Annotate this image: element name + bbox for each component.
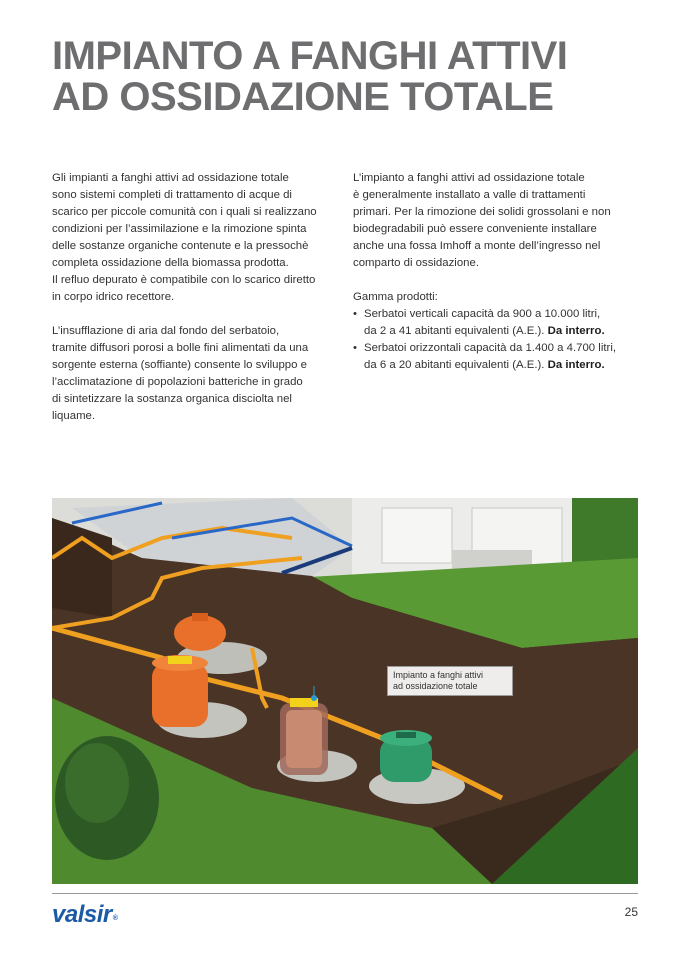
- house-window: [382, 508, 452, 563]
- footer-divider: [52, 893, 638, 894]
- callout-label: [387, 666, 513, 696]
- illustration-svg: [52, 498, 638, 884]
- callout-pointer: [311, 695, 317, 701]
- callout-line-2: ad ossidazione totale: [393, 681, 478, 691]
- text-line: comparto di ossidazione.: [353, 257, 479, 269]
- text-line: primari. Per la rimozione dei solidi grossolani e non: [353, 206, 611, 218]
- text-line: biodegradabili può essere conveniente installare: [353, 223, 597, 235]
- tank-oxidation-inner: [286, 710, 322, 768]
- text-line: tramite diffusori porosi a bolle fini alimentati da una: [52, 342, 309, 354]
- text-line: L’impianto a fanghi attivi ad ossidazione totale: [353, 172, 585, 184]
- intro-paragraph: [52, 170, 324, 306]
- aeration-paragraph: [52, 323, 324, 425]
- product-bullet-vertical: [353, 306, 633, 340]
- text-line: L’insufflazione di aria dal fondo del serbatoio,: [52, 325, 280, 337]
- tank-green-lid: [396, 732, 416, 738]
- text-line: sorgente esterna (soffiante) consente lo sviluppo e: [52, 359, 307, 371]
- text-line: l’acclimatazione di popolazioni batteriche in grado: [52, 376, 303, 388]
- text-line: Serbatoi verticali capacità da 900 a 10.000 litri,: [364, 308, 601, 320]
- bullet-dot: •: [353, 342, 357, 354]
- text-line: di sintetizzare la sostanza organica disciolta nel: [52, 393, 292, 405]
- right-text-column: [353, 170, 633, 374]
- page-title-line-1: IMPIANTO A FANGHI ATTIVI: [52, 34, 568, 78]
- valsir-logo: [52, 901, 117, 929]
- text-line: in corpo idrico recettore.: [52, 291, 175, 303]
- text-line: è generalmente installato a valle di trattamenti: [353, 189, 586, 201]
- installation-paragraph: [353, 170, 633, 272]
- gamma-heading: Gamma prodotti:: [353, 291, 438, 303]
- text-line: condizioni per l’assimilazione e la rimozione spinta: [52, 223, 307, 235]
- page-title: [52, 36, 652, 118]
- shrub-left-highlight: [65, 743, 129, 823]
- text-line: completa ossidazione della biomassa prodotta.: [52, 257, 289, 269]
- page-title-line-2: AD OSSIDAZIONE TOTALE: [52, 75, 554, 119]
- text-line: Serbatoi orizzontali capacità da 1.400 a 4.700 litri,: [364, 342, 617, 354]
- tank-lid: [192, 613, 208, 621]
- text-line: anche una fossa Imhoff a monte dell’ingresso nel: [353, 240, 601, 252]
- text-line: da 2 a 41 abitanti equivalenti (A.E.).: [364, 325, 545, 337]
- installation-illustration: [52, 498, 638, 884]
- left-text-column: [52, 170, 324, 425]
- text-line: delle sostanze organiche contenute e la pressochè: [52, 240, 309, 252]
- registered-mark: ®: [112, 915, 118, 922]
- logo-text: valsir: [52, 901, 112, 928]
- product-bullet-horizontal: [353, 340, 633, 374]
- tank-imhoff-large: [152, 663, 208, 727]
- text-line: liquame.: [52, 410, 96, 422]
- tank-lid-yellow: [168, 656, 192, 664]
- page-number: 25: [624, 905, 638, 919]
- text-line: sono sistemi completi di trattamento di acque di: [52, 189, 292, 201]
- bold-note: Da interro.: [547, 325, 605, 337]
- text-line: da 6 a 20 abitanti equivalenti (A.E.).: [364, 359, 545, 371]
- text-line: scarico per piccole comunità con i quali si realizzano: [52, 206, 317, 218]
- callout-line-1: Impianto a fanghi attivi: [393, 670, 484, 680]
- bold-note: Da interro.: [547, 359, 605, 371]
- text-line: Il refluo depurato è compatibile con lo scarico diretto: [52, 274, 316, 286]
- text-line: Gli impianti a fanghi attivi ad ossidazione totale: [52, 172, 289, 184]
- bullet-dot: •: [353, 308, 357, 320]
